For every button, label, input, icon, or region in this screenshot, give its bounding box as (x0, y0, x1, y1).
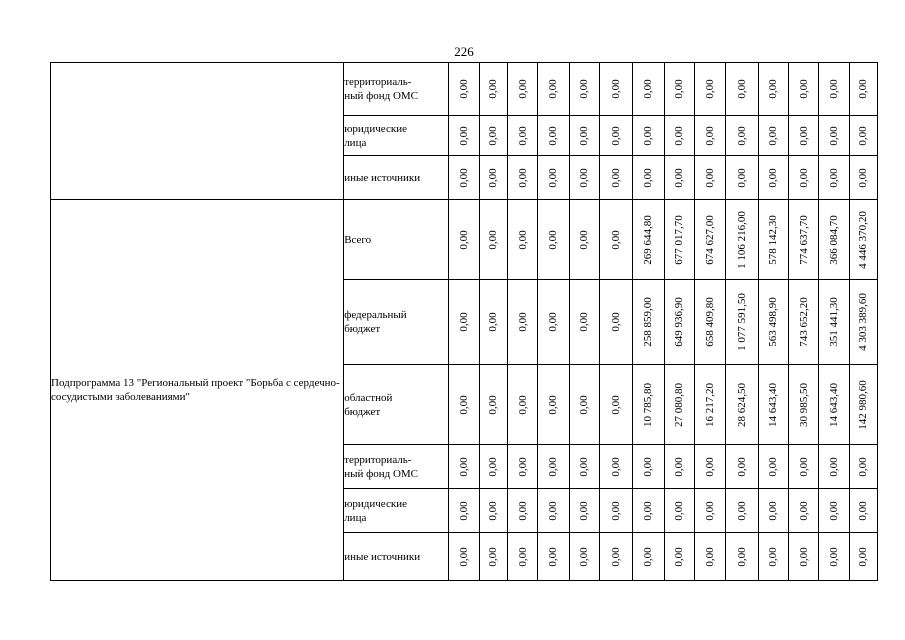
value-cell (599, 445, 632, 489)
value-text: 0,00 (547, 79, 560, 99)
value-cell (726, 200, 758, 280)
value-cell (633, 365, 664, 445)
funding-source-cell: юридические лица (344, 116, 449, 156)
value-cell (849, 533, 877, 581)
value-text: 0,00 (735, 79, 748, 99)
value-cell (664, 200, 694, 280)
value-cell (538, 200, 569, 280)
value-text: 0,00 (797, 546, 810, 567)
value-text: 677 017,70 (673, 214, 686, 265)
value-cell (758, 280, 788, 365)
value-cell (726, 445, 758, 489)
value-text: 0,00 (610, 79, 623, 99)
value-text: 0,00 (516, 167, 529, 188)
value-cell (633, 533, 664, 581)
value-text: 30 985,50 (797, 382, 810, 427)
value-text: 0,00 (642, 167, 655, 188)
value-cell (538, 156, 569, 200)
value-text: 0,00 (547, 456, 560, 477)
value-text: 658 409,80 (704, 297, 717, 347)
value-text: 0,00 (735, 167, 748, 188)
value-cell (479, 280, 507, 365)
value-text: 578 142,30 (767, 214, 780, 265)
value-cell (819, 280, 849, 365)
value-text: 0,00 (827, 125, 840, 146)
value-text: 0,00 (673, 79, 686, 99)
value-text: 258 859,00 (642, 297, 655, 347)
value-text: 0,00 (487, 229, 500, 250)
value-text: 0,00 (487, 125, 500, 146)
value-cell (479, 489, 507, 533)
value-cell (726, 489, 758, 533)
value-cell (507, 200, 537, 280)
value-text: 0,00 (487, 167, 500, 188)
value-text: 0,00 (516, 312, 529, 332)
funding-source-cell: юридические лица (344, 489, 449, 533)
value-cell (599, 156, 632, 200)
value-cell (726, 533, 758, 581)
value-cell (664, 156, 694, 200)
value-cell (599, 200, 632, 280)
value-cell (569, 365, 599, 445)
value-text: 0,00 (516, 229, 529, 250)
value-text: 1 106 216,00 (735, 210, 748, 269)
value-text: 0,00 (516, 79, 529, 99)
value-text: 0,00 (457, 229, 470, 250)
value-text: 142 980,60 (857, 379, 870, 430)
value-text: 0,00 (673, 546, 686, 567)
value-cell (479, 156, 507, 200)
value-cell (449, 489, 479, 533)
value-cell (849, 489, 877, 533)
value-text: 0,00 (797, 500, 810, 521)
value-text: 0,00 (857, 546, 870, 567)
value-text: 0,00 (578, 546, 591, 567)
value-text: 0,00 (578, 500, 591, 521)
value-cell (479, 445, 507, 489)
value-text: 0,00 (797, 456, 810, 477)
value-cell (788, 489, 818, 533)
value-text: 0,00 (457, 394, 470, 415)
value-text: 0,00 (516, 456, 529, 477)
value-cell (449, 116, 479, 156)
value-text: 0,00 (547, 229, 560, 250)
value-cell (758, 116, 788, 156)
value-cell (788, 280, 818, 365)
value-cell (479, 63, 507, 116)
value-text: 0,00 (797, 125, 810, 146)
value-cell (819, 200, 849, 280)
value-text: 0,00 (857, 500, 870, 521)
value-text: 0,00 (457, 546, 470, 567)
value-cell (599, 63, 632, 116)
value-cell (538, 116, 569, 156)
value-cell (758, 365, 788, 445)
value-text: 0,00 (610, 394, 623, 415)
funding-source-cell: областной бюджет (344, 365, 449, 445)
value-cell (538, 280, 569, 365)
value-cell (538, 365, 569, 445)
funding-source-cell: иные источники (344, 533, 449, 581)
value-cell (788, 365, 818, 445)
value-text: 4 303 389,60 (857, 293, 870, 351)
value-text: 0,00 (487, 500, 500, 521)
value-text: 0,00 (516, 394, 529, 415)
value-text: 0,00 (610, 229, 623, 250)
value-text: 0,00 (673, 456, 686, 477)
value-cell (633, 156, 664, 200)
value-text: 0,00 (827, 500, 840, 521)
value-cell (788, 116, 818, 156)
value-text: 0,00 (487, 546, 500, 567)
value-text: 0,00 (673, 500, 686, 521)
value-cell (569, 156, 599, 200)
value-text: 0,00 (827, 456, 840, 477)
value-text: 0,00 (457, 167, 470, 188)
value-text: 269 644,80 (642, 214, 655, 265)
value-text: 0,00 (704, 500, 717, 521)
funding-source-cell: территориаль- ный фонд ОМС (344, 445, 449, 489)
value-text: 0,00 (547, 167, 560, 188)
value-cell (569, 280, 599, 365)
value-text: 0,00 (767, 456, 780, 477)
value-text: 0,00 (857, 125, 870, 146)
value-text: 0,00 (857, 79, 870, 99)
value-text: 0,00 (547, 500, 560, 521)
funding-source-cell: Всего (344, 200, 449, 280)
value-cell (599, 489, 632, 533)
value-cell (694, 200, 725, 280)
value-text: 0,00 (610, 167, 623, 188)
value-text: 0,00 (857, 167, 870, 188)
value-text: 16 217,20 (704, 382, 717, 427)
value-cell (569, 533, 599, 581)
value-cell (479, 365, 507, 445)
value-cell (449, 445, 479, 489)
value-text: 14 643,40 (767, 382, 780, 427)
value-cell (819, 63, 849, 116)
value-cell (449, 533, 479, 581)
value-text: 0,00 (487, 394, 500, 415)
value-text: 0,00 (516, 546, 529, 567)
value-text: 28 624,50 (735, 382, 748, 427)
value-text: 0,00 (704, 546, 717, 567)
value-text: 0,00 (610, 125, 623, 146)
value-cell (694, 116, 725, 156)
value-cell (538, 533, 569, 581)
value-text: 0,00 (767, 500, 780, 521)
value-cell (664, 63, 694, 116)
value-text: 0,00 (547, 546, 560, 567)
value-cell (726, 63, 758, 116)
value-text: 0,00 (578, 456, 591, 477)
value-text: 4 446 370,20 (857, 210, 870, 269)
value-text: 0,00 (487, 456, 500, 477)
value-text: 0,00 (673, 125, 686, 146)
value-text: 0,00 (797, 167, 810, 188)
value-cell (538, 63, 569, 116)
value-text: 0,00 (547, 394, 560, 415)
value-text: 0,00 (610, 456, 623, 477)
value-text: 0,00 (704, 79, 717, 99)
value-cell (758, 63, 788, 116)
value-text: 0,00 (642, 79, 655, 99)
value-cell (788, 63, 818, 116)
value-cell (819, 365, 849, 445)
value-text: 0,00 (704, 456, 717, 477)
value-text: 14 643,40 (827, 382, 840, 427)
value-cell (507, 365, 537, 445)
value-text: 0,00 (457, 500, 470, 521)
value-text: 0,00 (735, 546, 748, 567)
value-cell (726, 156, 758, 200)
value-text: 0,00 (487, 312, 500, 332)
value-cell (788, 156, 818, 200)
value-text: 0,00 (457, 312, 470, 332)
value-cell (569, 200, 599, 280)
value-cell (758, 489, 788, 533)
funding-source-cell: федеральный бюджет (344, 280, 449, 365)
value-text: 0,00 (767, 546, 780, 567)
value-cell (694, 280, 725, 365)
value-cell (694, 63, 725, 116)
value-cell (819, 116, 849, 156)
value-cell (788, 445, 818, 489)
value-cell (726, 365, 758, 445)
value-cell (664, 365, 694, 445)
value-cell (507, 63, 537, 116)
value-text: 0,00 (704, 125, 717, 146)
value-text: 0,00 (735, 500, 748, 521)
value-cell (664, 280, 694, 365)
value-text: 0,00 (487, 79, 500, 99)
value-text: 0,00 (642, 125, 655, 146)
value-cell (726, 280, 758, 365)
value-cell (849, 116, 877, 156)
value-text: 0,00 (578, 125, 591, 146)
value-text: 649 936,90 (673, 297, 686, 347)
value-text: 366 084,70 (827, 214, 840, 265)
value-text: 0,00 (547, 312, 560, 332)
value-text: 0,00 (578, 312, 591, 332)
value-cell (507, 116, 537, 156)
value-cell (599, 280, 632, 365)
value-cell (507, 533, 537, 581)
value-text: 743 652,20 (797, 297, 810, 347)
value-text: 0,00 (827, 546, 840, 567)
value-cell (479, 533, 507, 581)
value-text: 674 627,00 (704, 214, 717, 265)
value-text: 0,00 (642, 546, 655, 567)
value-text: 0,00 (578, 167, 591, 188)
value-text: 0,00 (827, 79, 840, 99)
table-row (51, 63, 878, 116)
funding-source-cell: территориаль- ный фонд ОМС (344, 63, 449, 116)
value-cell (726, 116, 758, 156)
value-cell (849, 445, 877, 489)
value-cell (569, 63, 599, 116)
value-text: 0,00 (457, 456, 470, 477)
value-cell (758, 200, 788, 280)
value-text: 0,00 (767, 79, 780, 99)
value-text: 0,00 (516, 500, 529, 521)
value-cell (819, 156, 849, 200)
value-cell (849, 280, 877, 365)
value-text: 0,00 (642, 500, 655, 521)
value-text: 1 077 591,50 (735, 293, 748, 351)
value-cell (449, 280, 479, 365)
value-cell (849, 156, 877, 200)
value-text: 0,00 (578, 394, 591, 415)
funding-table (50, 62, 878, 581)
value-cell (788, 533, 818, 581)
value-cell (507, 280, 537, 365)
value-cell (569, 116, 599, 156)
value-cell (694, 533, 725, 581)
value-cell (449, 365, 479, 445)
value-cell (758, 156, 788, 200)
value-cell (449, 200, 479, 280)
value-text: 0,00 (735, 125, 748, 146)
value-cell (633, 116, 664, 156)
value-cell (664, 116, 694, 156)
value-cell (449, 156, 479, 200)
value-text: 0,00 (827, 167, 840, 188)
value-cell (569, 489, 599, 533)
value-cell (449, 63, 479, 116)
value-text: 10 785,80 (642, 382, 655, 427)
value-text: 0,00 (516, 125, 529, 146)
table-row (51, 200, 878, 280)
value-cell (599, 116, 632, 156)
value-cell (599, 365, 632, 445)
value-cell (819, 489, 849, 533)
value-cell (788, 200, 818, 280)
value-cell (664, 445, 694, 489)
value-cell (664, 489, 694, 533)
program-title-cell: Подпрограмма 13 "Региональный проект "Борьба с сердечно-сосудистыми заболеваниями" (51, 200, 344, 581)
value-cell (507, 445, 537, 489)
value-text: 27 080,80 (673, 382, 686, 427)
value-text: 0,00 (673, 167, 686, 188)
value-text: 0,00 (578, 229, 591, 250)
value-cell (633, 489, 664, 533)
program-title-cell (51, 63, 344, 200)
value-text: 774 637,70 (797, 214, 810, 265)
value-text: 0,00 (767, 167, 780, 188)
value-cell (633, 280, 664, 365)
value-cell (758, 445, 788, 489)
value-cell (694, 489, 725, 533)
value-cell (694, 365, 725, 445)
value-text: 0,00 (797, 79, 810, 99)
value-text: 563 498,90 (767, 297, 780, 347)
value-cell (507, 156, 537, 200)
value-text: 0,00 (767, 125, 780, 146)
value-text: 0,00 (642, 456, 655, 477)
value-text: 0,00 (610, 500, 623, 521)
value-cell (849, 63, 877, 116)
value-cell (819, 533, 849, 581)
value-cell (538, 489, 569, 533)
value-cell (633, 445, 664, 489)
value-cell (694, 445, 725, 489)
value-cell (664, 533, 694, 581)
value-cell (633, 200, 664, 280)
value-cell (507, 489, 537, 533)
value-cell (819, 445, 849, 489)
value-cell (538, 445, 569, 489)
value-text: 0,00 (457, 79, 470, 99)
funding-source-cell: иные источники (344, 156, 449, 200)
value-cell (479, 116, 507, 156)
value-cell (599, 533, 632, 581)
value-text: 0,00 (547, 125, 560, 146)
value-text: 0,00 (610, 312, 623, 332)
value-cell (758, 533, 788, 581)
value-cell (849, 365, 877, 445)
value-cell (479, 200, 507, 280)
value-text: 0,00 (610, 546, 623, 567)
value-cell (694, 156, 725, 200)
value-cell (633, 63, 664, 116)
value-text: 0,00 (857, 456, 870, 477)
value-text: 351 441,30 (827, 297, 840, 347)
page-number: 226 (454, 44, 474, 59)
value-text: 0,00 (735, 456, 748, 477)
value-cell (849, 200, 877, 280)
value-text: 0,00 (457, 125, 470, 146)
value-text: 0,00 (704, 167, 717, 188)
value-text: 0,00 (578, 79, 591, 99)
value-cell (569, 445, 599, 489)
